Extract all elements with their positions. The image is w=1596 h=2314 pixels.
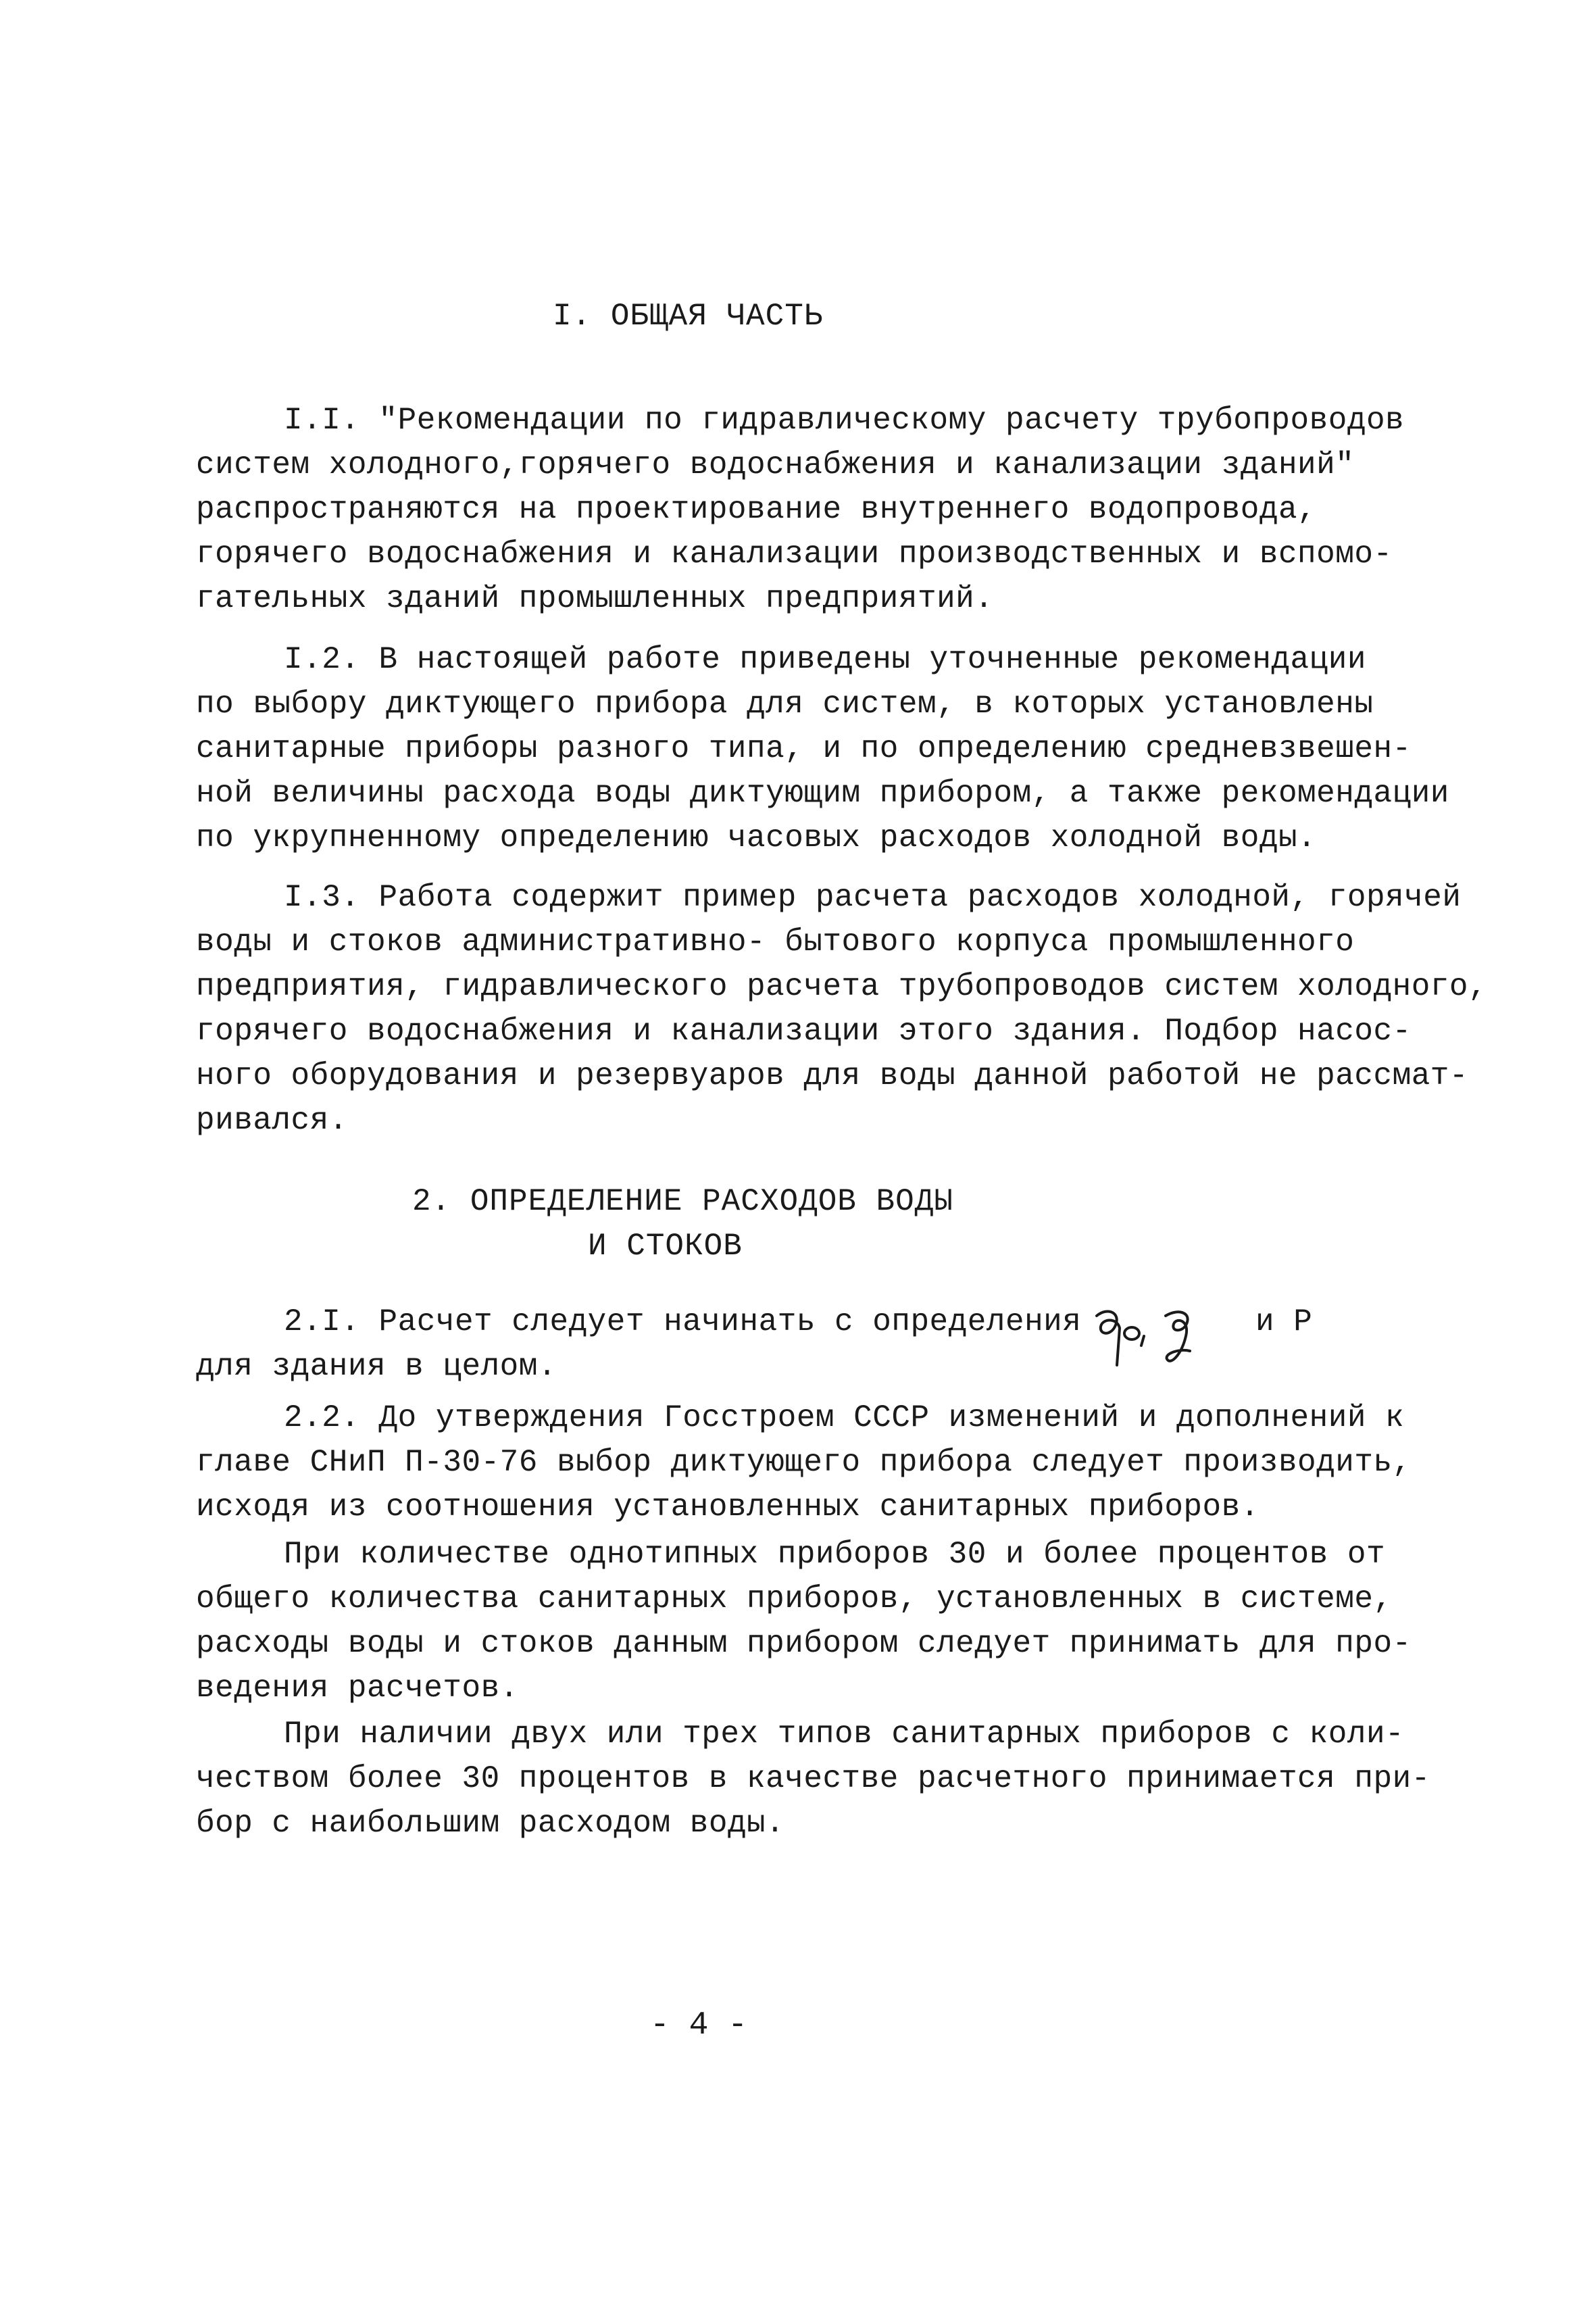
s1-p2-line-4: ной величины расхода воды диктующим прибором, а также рекомендации xyxy=(196,776,1449,811)
s1-p2-line-3: санитарные приборы разного типа, и по определению средневзвешен- xyxy=(196,731,1412,766)
section-1-title: I. ОБЩАЯ ЧАСТЬ xyxy=(553,299,824,334)
s2-p4-line-1: При наличии двух или трех типов санитарных приборов с коли- xyxy=(284,1717,1405,1752)
s2-p3-line-1: При количестве однотипных приборов 30 и более процентов от xyxy=(284,1537,1386,1572)
s1-p1-line-2: систем холодного,горячего водоснабжения и канализации зданий" xyxy=(196,447,1355,483)
s1-p2-line-2: по выбору диктующего прибора для систем, в которых установлены xyxy=(196,687,1374,722)
s1-p3-line-5: ного оборудования и резервуаров для воды данной работой не рассмат- xyxy=(196,1058,1469,1093)
s1-p2-line-5: по укрупненному определению часовых расходов холодной воды. xyxy=(196,820,1317,856)
s1-p3-line-3: предприятия, гидравлического расчета трубопроводов систем холодного, xyxy=(196,969,1488,1004)
s2-p1-line-2: для здания в целом. xyxy=(196,1349,557,1384)
s1-p1-line-5: гательных зданий промышленных предприятий. xyxy=(196,581,994,616)
handwritten-formula xyxy=(1084,1301,1213,1375)
page-number: - 4 - xyxy=(650,2007,748,2044)
s2-p2-line-3: исходя из соотношения установленных санитарных приборов. xyxy=(196,1490,1260,1525)
s1-p3-line-2: воды и стоков административно- бытового корпуса промышленного xyxy=(196,925,1355,960)
s2-p2-line-1: 2.2. До утверждения Госстроем СССР изменений и дополнений к xyxy=(284,1400,1405,1435)
s1-p2-line-1: I.2. В настоящей работе приведены уточненные рекомендации xyxy=(284,642,1366,677)
s1-p3-line-4: горячего водоснабжения и канализации этого здания. Подбор насос- xyxy=(196,1014,1412,1049)
s2-p3-line-2: общего количества санитарных приборов, установленных в системе, xyxy=(196,1581,1393,1617)
section-2-title-line-1: 2. ОПРЕДЕЛЕНИЕ РАСХОДОВ ВОДЫ xyxy=(412,1184,953,1219)
s2-p3-line-3: расходы воды и стоков данным прибором следует принимать для про- xyxy=(196,1626,1412,1661)
s2-p4-line-2: чеством более 30 процентов в качестве расчетного принимается при- xyxy=(196,1761,1430,1796)
s1-p1-line-3: распространяются на проектирование внутреннего водопровода, xyxy=(196,492,1317,527)
section-2-title-line-2: И СТОКОВ xyxy=(588,1229,743,1264)
s2-p2-line-2: главе СНиП П-30-76 выбор диктующего прибора следует производить, xyxy=(196,1445,1412,1480)
s1-p3-line-6: ривался. xyxy=(196,1103,348,1138)
s2-p1-line-1-end: и Р xyxy=(1255,1304,1313,1339)
s1-p3-line-1: I.3. Работа содержит пример расчета расходов холодной, горячей xyxy=(284,880,1462,915)
s1-p1-line-4: горячего водоснабжения и канализации производственных и вспомо- xyxy=(196,537,1393,572)
s2-p3-line-4: ведения расчетов. xyxy=(196,1671,519,1706)
s1-p1-line-1: I.I. "Рекомендации по гидравлическому расчету трубопроводов xyxy=(284,403,1405,438)
s2-p4-line-3: бор с наибольшим расходом воды. xyxy=(196,1806,785,1841)
s2-p1-line-1: 2.I. Расчет следует начинать с определения xyxy=(284,1304,1082,1339)
